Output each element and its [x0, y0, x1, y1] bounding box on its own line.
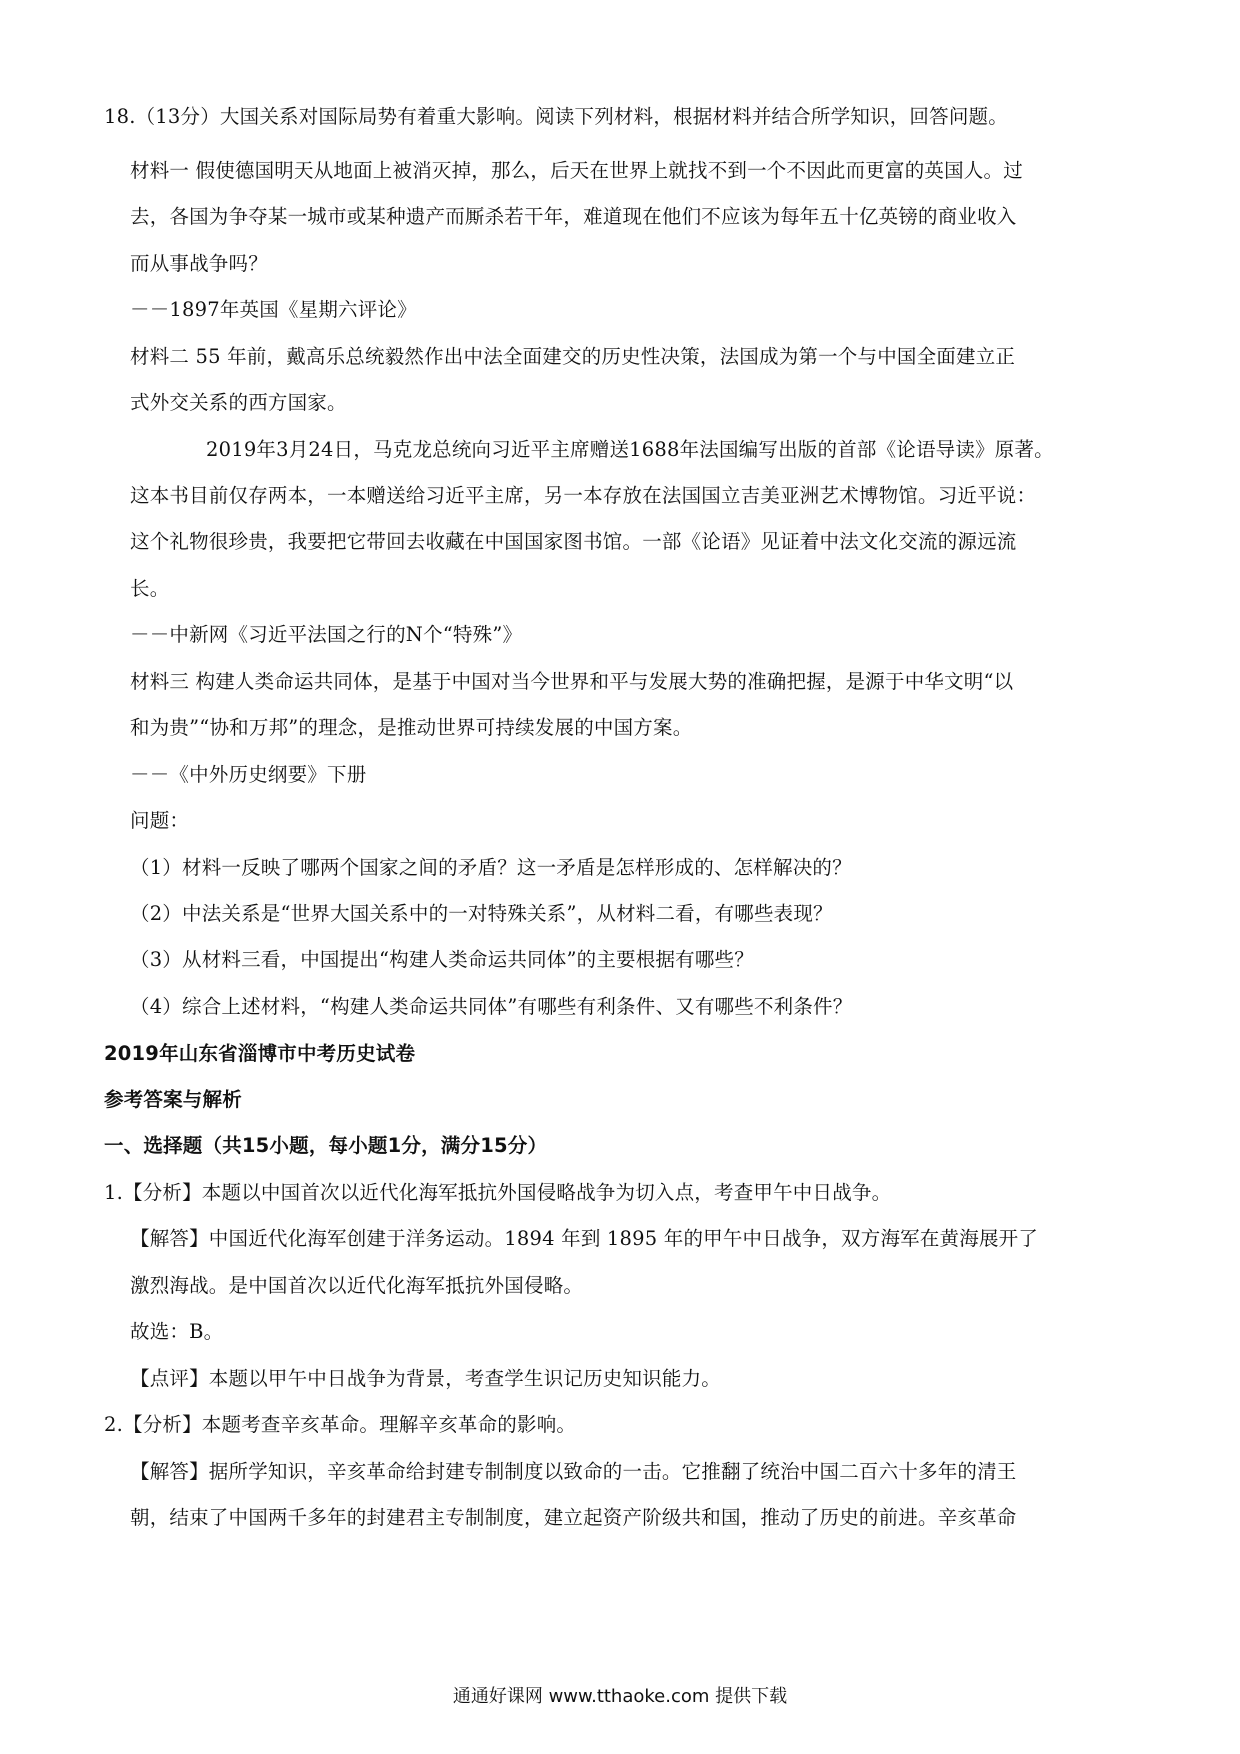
answer-1-comment: 【点评】本题以甲午中日战争为背景，考查学生识记历史知识能力。 [130, 1367, 722, 1390]
material-1-line-1: 材料一 假使德国明天从地面上被消灭掉，那么，后天在世界上就找不到一个不因此而更富的英国人。过 [130, 159, 1023, 182]
answer-1-solution-line-1: 【解答】中国近代化海军创建于洋务运动。1894 年到 1895 年的甲午中日战争，双方海军在黄海展开了 [130, 1227, 1039, 1250]
answer-1-analysis: 1.【分析】本题以中国首次以近代化海军抵抗外国侵略战争为切入点，考查甲午中日战争。 [104, 1181, 892, 1204]
answer-2-analysis: 2.【分析】本题考查辛亥革命。理解辛亥革命的影响。 [104, 1413, 577, 1436]
answer-subtitle: 参考答案与解析 [104, 1088, 242, 1111]
part-1-heading: 一、选择题（共15小题，每小题1分，满分15分） [104, 1134, 548, 1157]
question-18-stem: 18.（13分）大国关系对国际局势有着重大影响。阅读下列材料，根据材料并结合所学知识，回答问题。 [104, 105, 1008, 128]
material-1-line-3: 而从事战争吗？ [130, 252, 268, 275]
questions-label: 问题： [130, 809, 190, 832]
answer-2-solution-line-2: 朝，结束了中国两千多年的封建君主专制制度，建立起资产阶级共和国，推动了历史的前进。辛亥革命 [130, 1506, 1017, 1529]
answer-1-choice: 故选：B。 [130, 1320, 224, 1343]
material-2-line-2: 式外交关系的西方国家。 [130, 391, 347, 414]
page-footer: 通通好课网 www.tthaoke.com 提供下载 [452, 1686, 788, 1707]
material-2-line-1: 材料二 55 年前，戴高乐总统毅然作出中法全面建交的历史性决策，法国成为第一个与中国全面建立正 [130, 345, 1016, 368]
material-3-line-2: 和为贵”“协和万邦”的理念，是推动世界可持续发展的中国方案。 [130, 716, 693, 739]
answer-title: 2019年山东省淄博市中考历史试卷 [104, 1042, 416, 1065]
sub-question-1: （1）材料一反映了哪两个国家之间的矛盾？这一矛盾是怎样形成的、怎样解决的？ [130, 856, 852, 879]
material-3-line-1: 材料三 构建人类命运共同体，是基于中国对当今世界和平与发展大势的准确把握，是源于中华文明“以 [130, 670, 1014, 693]
sub-question-2: （2）中法关系是“世界大国关系中的一对特殊关系”，从材料二看，有哪些表现？ [130, 902, 833, 925]
material-2-para-2-line-3: 这个礼物很珍贵，我要把它带回去收藏在中国国家图书馆。一部《论语》见证着中法文化交流的源远流 [130, 530, 1017, 553]
answer-1-solution-line-2: 激烈海战。是中国首次以近代化海军抵抗外国侵略。 [130, 1274, 584, 1297]
sub-question-3: （3）从材料三看，中国提出“构建人类命运共同体”的主要根据有哪些？ [130, 948, 754, 971]
material-1-line-2: 去，各国为争夺某一城市或某种遗产而厮杀若干年，难道现在他们不应该为每年五十亿英镑的商业收入 [130, 205, 1017, 228]
material-2-para-2-line-1: 2019年3月24日，马克龙总统向习近平主席赠送1688年法国编写出版的首部《论语导读》原著。 [206, 438, 1054, 461]
material-2-para-2-line-4: 长。 [130, 577, 170, 600]
material-3-source: －－《中外历史纲要》下册 [130, 763, 367, 786]
material-2-para-2-line-2: 这本书目前仅存两本，一本赠送给习近平主席，另一本存放在法国国立吉美亚洲艺术博物馆。习近平说： [130, 484, 1037, 507]
material-2-source: －－中新网《习近平法国之行的N个“特殊”》 [130, 623, 523, 646]
material-1-source: －－1897年英国《星期六评论》 [130, 298, 417, 321]
answer-2-solution-line-1: 【解答】据所学知识，辛亥革命给封建专制制度以致命的一击。它推翻了统治中国二百六十多年的清王 [130, 1460, 1017, 1483]
sub-question-4: （4）综合上述材料，“构建人类命运共同体”有哪些有利条件、又有哪些不利条件？ [130, 995, 853, 1018]
